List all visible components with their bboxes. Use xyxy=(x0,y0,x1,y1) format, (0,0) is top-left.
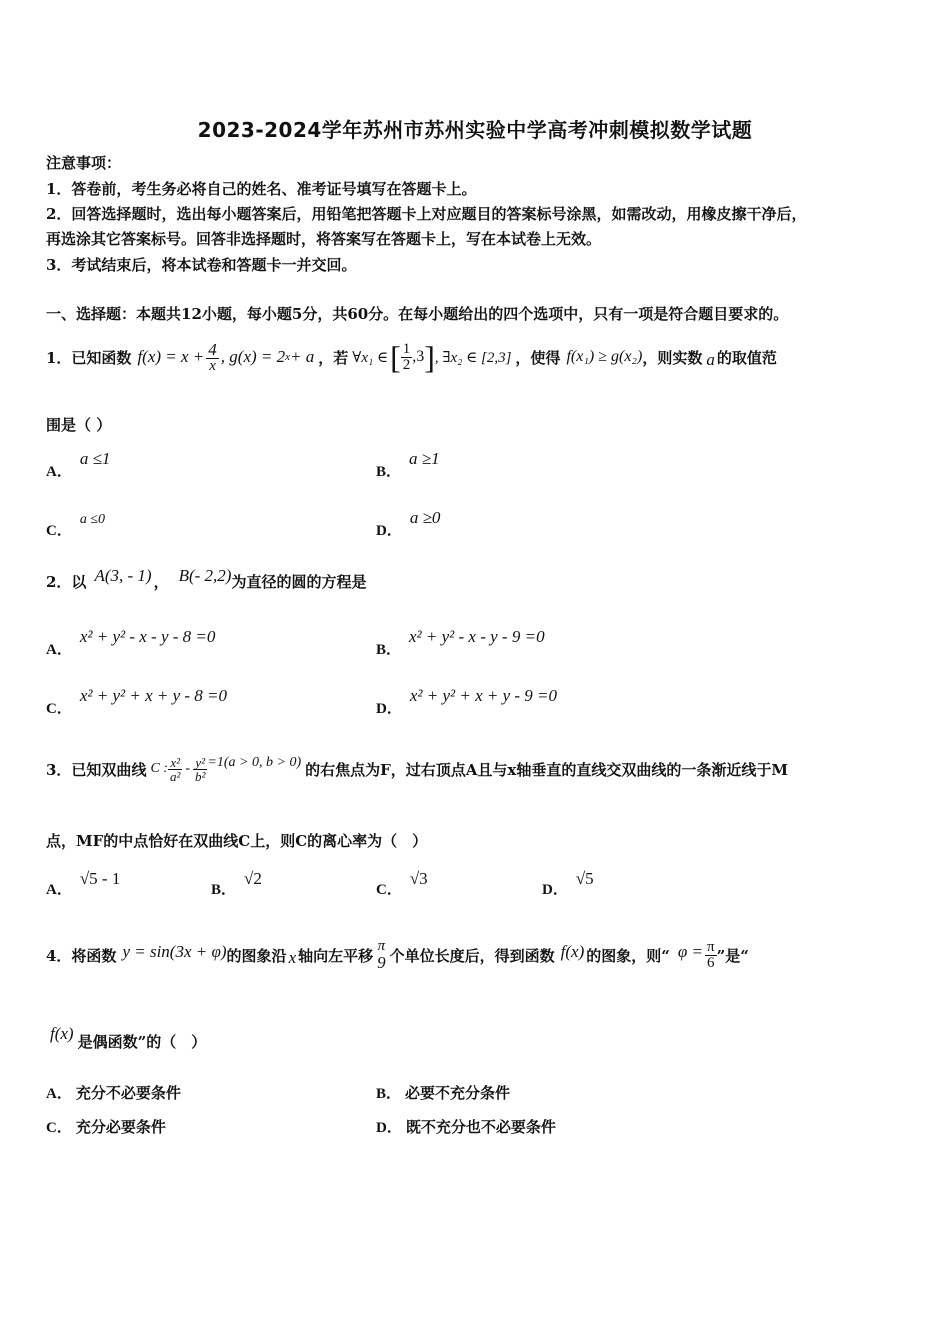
q3-option-a[interactable] xyxy=(46,868,121,898)
fraction-denominator: 2 xyxy=(402,356,411,373)
q4-phi-fraction xyxy=(705,940,717,971)
q2-tail: 为直径的圆的方程是 xyxy=(231,573,367,591)
option-value: 必要不充分条件 xyxy=(405,1084,511,1102)
q4-fx: f(x) xyxy=(560,942,585,961)
q1-condition-2: , ∃x₂ ∈ [2,3] xyxy=(434,349,512,366)
q1-g-exponent: x xyxy=(285,351,291,363)
q3-tail: 的右焦点为F，过右顶点A且与x轴垂直的直线交双曲线的一条渐近线于M xyxy=(305,760,788,779)
q1-option-c[interactable] xyxy=(46,507,106,539)
q3-curve-lead: C : xyxy=(150,761,168,776)
q4-text-4: 的图象，则“ xyxy=(586,946,670,965)
q3-option-b[interactable] xyxy=(211,868,262,898)
question-3-stem xyxy=(46,744,906,794)
q4-line-2: 是偶函数”的（ ） xyxy=(77,1033,207,1051)
option-label: B． xyxy=(376,464,402,480)
option-label: B． xyxy=(376,642,402,658)
option-label: B． xyxy=(376,1086,402,1102)
q4-line-2-row xyxy=(46,1024,206,1052)
fraction-denominator: 6 xyxy=(707,954,715,971)
q4-text-3: 个单位长度后，得到函数 xyxy=(389,946,555,965)
notes-heading: 注意事项： xyxy=(46,154,122,172)
q4-text: 的图象沿 xyxy=(226,946,287,965)
q1-fraction xyxy=(206,341,219,374)
q3-minus: - xyxy=(185,761,191,776)
q4-phi: φ = xyxy=(677,942,704,961)
q3-option-d[interactable] xyxy=(542,868,594,898)
note-item: 3．考试结束后，将本试卷和答题卡一并交回。 xyxy=(46,256,357,274)
q4-text-2: 轴向左平移 xyxy=(298,946,374,965)
q1-interval-fraction xyxy=(401,342,413,373)
option-label: D． xyxy=(542,882,568,898)
question-4-stem xyxy=(46,928,906,982)
option-value: 既不充分也不必要条件 xyxy=(405,1118,556,1136)
q1-interval-tail: ,3 xyxy=(412,348,425,365)
q3-fraction-x xyxy=(168,756,182,783)
option-label: D． xyxy=(376,1120,402,1136)
option-value: x² + y² + x + y - 8 =0 xyxy=(79,686,228,705)
option-label: A． xyxy=(46,642,72,658)
q4-text-5: ”是“ xyxy=(716,946,749,965)
fraction-denominator: a² xyxy=(169,768,181,784)
q2-option-b[interactable] xyxy=(376,626,545,658)
q1-g-definition: , g(x) = 2 xyxy=(220,347,286,366)
fraction-denominator: x xyxy=(209,357,216,374)
question-1-stem xyxy=(46,334,906,380)
option-value: √5 xyxy=(575,869,594,888)
option-value: 充分不必要条件 xyxy=(75,1084,181,1102)
fraction-numerator: x² xyxy=(168,756,182,770)
fraction-numerator: π xyxy=(707,938,715,955)
fraction-denominator: b² xyxy=(195,768,206,784)
fraction-numerator: 1 xyxy=(402,340,411,357)
option-label: A． xyxy=(46,464,72,480)
option-value: x² + y² - x - y - 8 =0 xyxy=(79,627,216,646)
q1-number: 1．已知函数 xyxy=(46,348,132,367)
fraction-numerator: y² xyxy=(193,756,207,770)
q1-f-definition: f(x) = x + xyxy=(137,347,205,366)
q4-option-b[interactable] xyxy=(376,1082,510,1103)
option-value: x² + y² + x + y - 9 =0 xyxy=(409,686,558,705)
q3-curve-tail: =1(a > 0, b > 0) xyxy=(207,755,302,770)
option-value: x² + y² - x - y - 9 =0 xyxy=(409,627,545,646)
option-value: 充分必要条件 xyxy=(75,1118,166,1136)
q1-ruo: ，若 xyxy=(318,348,349,367)
q1-inequality: f(x₁) ≥ g(x₂) xyxy=(566,348,643,365)
option-value: a ≥1 xyxy=(409,449,440,468)
question-2-stem xyxy=(46,566,366,594)
fraction-numerator: 4 xyxy=(208,339,217,359)
note-item: 再选涂其它答案标号。回答非选择题时，将答案写在答题卡上，写在本试卷上无效。 xyxy=(46,230,602,248)
q1-condition-1: ∀x₁ ∈ xyxy=(352,349,389,366)
q3-option-c[interactable] xyxy=(376,868,428,898)
q1-tail-2: 的取值范 xyxy=(716,348,777,367)
q4-x-variable: x xyxy=(288,948,297,967)
option-label: D． xyxy=(376,523,402,539)
option-label: C． xyxy=(376,882,402,898)
option-label: A． xyxy=(46,882,72,898)
q2-point-a: A(3, - 1) xyxy=(94,566,152,585)
option-label: A． xyxy=(46,1086,72,1102)
note-item: 2．回答选择题时，选出每小题答案后，用铅笔把答题卡上对应题目的答案标号涂黑，如需改动，用橡皮擦干净后， xyxy=(46,205,807,223)
section-heading: 一、选择题：本题共12小题，每小题5分，共60分。在每小题给出的四个选项中，只有一项是符合题目要求的。 xyxy=(46,305,789,323)
q2-option-a[interactable] xyxy=(46,626,216,658)
q1-option-a[interactable] xyxy=(46,448,111,480)
q2-number: 2．以 xyxy=(46,573,87,591)
option-label: B． xyxy=(211,882,237,898)
option-value: √3 xyxy=(409,869,428,888)
option-value: a ≤1 xyxy=(79,449,111,468)
option-value: √5 - 1 xyxy=(79,869,121,888)
option-label: C． xyxy=(46,1120,72,1136)
q4-option-c[interactable] xyxy=(46,1116,166,1137)
q4-function: y = sin(3x + φ) xyxy=(122,942,227,961)
option-value: a ≥0 xyxy=(409,508,441,527)
q4-option-a[interactable] xyxy=(46,1082,181,1103)
q3-number: 3．已知双曲线 xyxy=(46,760,147,779)
q1-line-2: 围是（ ） xyxy=(46,416,112,434)
q1-tail: ，则实数 xyxy=(642,348,703,367)
q4-shift-fraction xyxy=(375,939,388,971)
option-value: √2 xyxy=(244,869,262,888)
q4-number: 4．将函数 xyxy=(46,946,117,965)
fraction-denominator: 9 xyxy=(377,953,386,972)
page-title: 2023-2024学年苏州市苏州实验中学高考冲刺模拟数学试题 xyxy=(197,118,753,142)
q4-option-d[interactable] xyxy=(376,1116,556,1137)
q4-line2-fx: f(x) xyxy=(50,1024,74,1043)
q2-separator: ， xyxy=(153,573,169,591)
q1-option-d[interactable] xyxy=(376,507,441,539)
option-value: a ≤0 xyxy=(79,512,106,527)
note-item: 1．答卷前，考生务必将自己的姓名、准考证号填写在答题卡上。 xyxy=(46,180,477,198)
option-label: C． xyxy=(46,523,72,539)
option-label: D． xyxy=(376,701,402,717)
left-bracket: [ xyxy=(390,338,401,375)
q1-shide: ，使得 xyxy=(515,348,561,367)
right-bracket: ] xyxy=(424,338,435,375)
q1-g-tail: + a xyxy=(290,347,315,366)
q2-option-d[interactable] xyxy=(376,685,558,717)
q2-option-c[interactable] xyxy=(46,685,228,717)
q3-fraction-y xyxy=(193,756,207,783)
q1-variable: a xyxy=(706,350,715,369)
option-label: C． xyxy=(46,701,72,717)
q2-point-b: B(- 2,2) xyxy=(178,566,232,585)
fraction-numerator: π xyxy=(377,938,386,954)
q3-line-2: 点，MF的中点恰好在双曲线C上，则C的离心率为（ ） xyxy=(46,832,428,850)
q1-option-b[interactable] xyxy=(376,448,440,480)
